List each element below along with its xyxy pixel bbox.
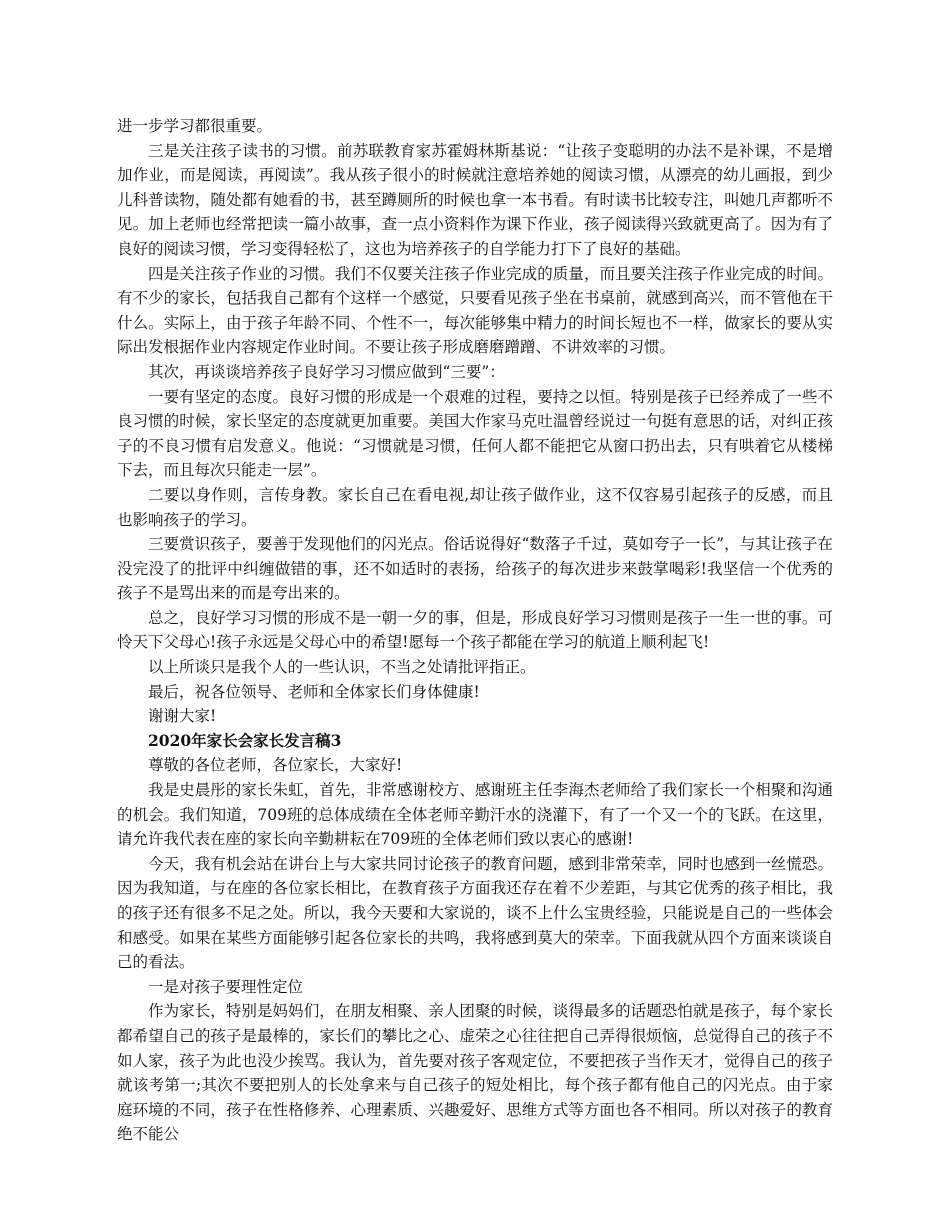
- paragraph: 最后，祝各位领导、老师和全体家长们身体健康!: [148, 682, 480, 701]
- paragraph: 进一步学习都很重要。: [117, 117, 273, 135]
- section-heading: 2020年家长会家长发言稿3: [148, 730, 342, 750]
- paragraph: 一要有坚定的态度。良好习惯的形成是一个艰难的过程，要持之以恒。特别是孩子已经养成了一些不良习惯的时候，家长坚定的态度就更加重要。美国大作家马克吐温曾经说过一句挺有意思的话，对纠正孩子的不良习惯有启发意义。他说：“习惯就是习惯，任何人都不能把它从窗口扔出去，只有哄着它从楼梯下去，而且每次只能走一层”。: [117, 387, 833, 480]
- paragraph: 我是史晨彤的家长朱虹，首先，非常感谢校方、感谢班主任李海杰老师给了我们家长一个相聚和沟通的机会。我们知道，709班的总体成绩在全体老师辛勤汗水的浇灌下，有了一个又一个的飞跃。在这里，请允许我代表在座的家长向辛勤耕耘在709班的全体老师们致以衷心的感谢!: [117, 781, 833, 849]
- paragraph: 今天，我有机会站在讲台上与大家共同讨论孩子的教育问题，感到非常荣幸，同时也感到一丝慌恐。因为我知道，与在座的各位家长相比，在教育孩子方面我还存在着不少差距，与其它优秀的孩子相比，我的孩子还有很多不足之处。所以，我今天要和大家说的，谈不上什么宝贵经验，只能说是自己的一些体会和感受。如果在某些方面能够引起各位家长的共鸣，我将感到莫大的荣幸。下面我就从四个方面来谈谈自己的看法。: [117, 854, 833, 972]
- paragraph: 尊敬的各位老师，各位家长，大家好!: [148, 756, 403, 775]
- paragraph: 谢谢大家!: [148, 707, 217, 726]
- paragraph: 以上所谈只是我个人的一些认识，不当之处请批评指正。: [148, 658, 536, 677]
- paragraph: 作为家长，特别是妈妈们，在朋友相聚、亲人团聚的时候，谈得最多的话题恐怕就是孩子，每个家长都希望自己的孩子是最棒的，家长们的攀比之心、虚荣之心往往把自己弄得很烦恼，总觉得自己的孩子不如人家，孩子为此也没少挨骂。我认为，首先要对孩子客观定位，不要把孩子当作天才，觉得自己的孩子就该考第一;其次不要把别人的长处拿来与自己孩子的短处相比，每个孩子都有他自己的闪光点。由于家庭环境的不同，孩子在性格修养、心理素质、兴趣爱好、思维方式等方面也各不相同。所以对孩子的教育绝不能公: [117, 1002, 833, 1144]
- paragraph: 二要以身作则，言传身教。家长自己在看电视,却让孩子做作业，这不仅容易引起孩子的反感，而且也影响孩子的学习。: [117, 485, 833, 529]
- paragraph: 三是关注孩子读书的习惯。前苏联教育家苏霍姆林斯基说：“让孩子变聪明的办法不是补课，不是增加作业，而是阅读，再阅读”。我从孩子很小的时候就注意培养她的阅读习惯，从漂亮的幼儿画报，到少儿科普读物，随处都有她看的书，甚至蹲厕所的时候也拿一本书看。有时读书比较专注，叫她几声都听不见。加上老师也经常把读一篇小故事，查一点小资料作为课下作业，孩子阅读得兴致就更高了。因为有了良好的阅读习惯，学习变得轻松了，这也为培养孩子的自学能力打下了良好的基础。: [117, 141, 833, 258]
- paragraph: 其次，再谈谈培养孩子良好学习习惯应做到“三要”：: [148, 362, 505, 381]
- document-page: [117, 114, 833, 1147]
- paragraph: 一是对孩子要理性定位: [148, 977, 304, 996]
- paragraph: 三要赏识孩子，要善于发现他们的闪光点。俗话说得好“数落子千过，莫如夸子一长”，与其让孩子在没完没了的批评中纠缠做错的事，还不如适时的表扬，给孩子的每次进步来鼓掌喝彩!我坚信一个优秀的孩子不是骂出来的而是夸出来的。: [117, 535, 833, 603]
- paragraph: 总之，良好学习习惯的形成不是一朝一夕的事，但是，形成良好学习习惯则是孩子一生一世的事。可怜天下父母心!孩子永远是父母心中的希望!愿每一个孩子都能在学习的航道上顺利起飞!: [117, 608, 833, 652]
- paragraph: 四是关注孩子作业的习惯。我们不仅要关注孩子作业完成的质量，而且要关注孩子作业完成的时间。有不少的家长，包括我自己都有个这样一个感觉，只要看见孩子坐在书桌前，就感到高兴，而不管他在干什么。实际上，由于孩子年龄不同、个性不一，每次能够集中精力的时间长短也不一样，做家长的要从实际出发根据作业内容规定作业时间。不要让孩子形成磨磨蹭蹭、不讲效率的习惯。: [117, 264, 833, 357]
